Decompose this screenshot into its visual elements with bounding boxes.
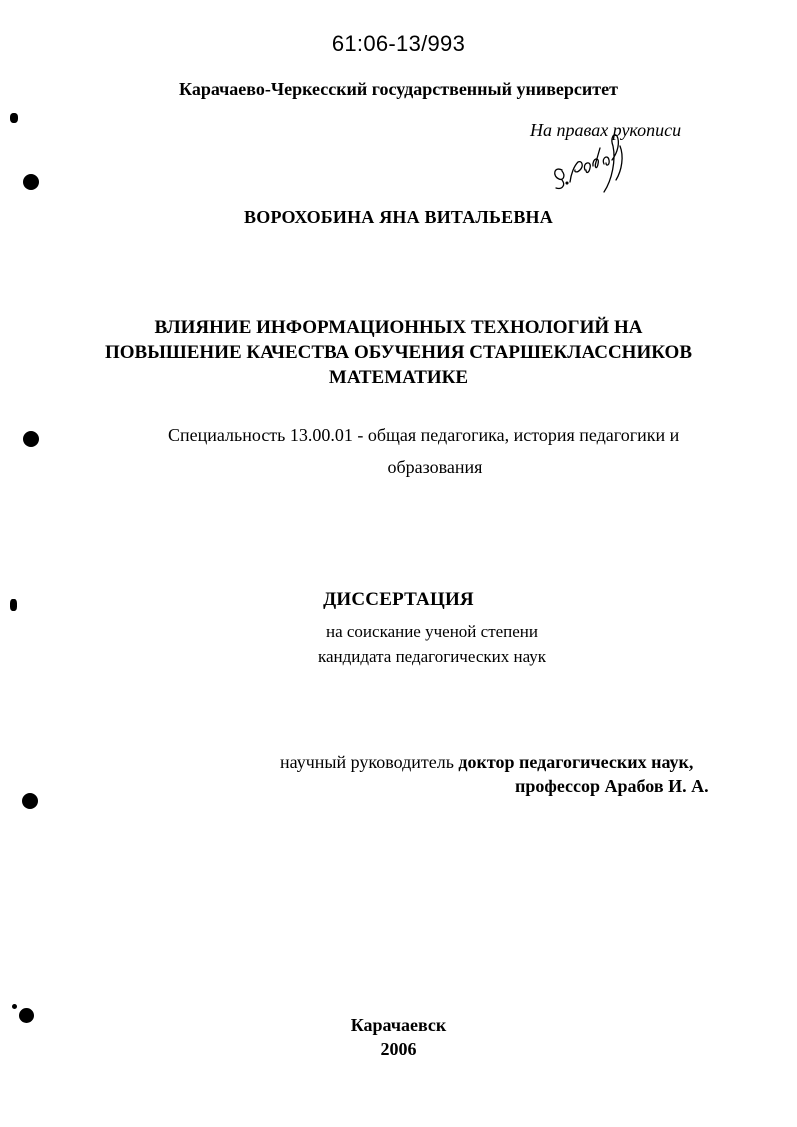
title-line: ПОВЫШЕНИЕ КАЧЕСТВА ОБУЧЕНИЯ СТАРШЕКЛАССНИКОВ: [104, 342, 692, 363]
dissertation-title: [0, 315, 797, 390]
year: 2006: [380, 1039, 417, 1059]
binding-hole: [23, 431, 39, 447]
supervisor-line-1: [280, 752, 693, 773]
title-line: МАТЕМАТИКЕ: [328, 367, 469, 388]
degree-line-1: на соискание ученой степени: [325, 622, 539, 641]
binding-hole: [23, 174, 39, 190]
specialty-line-2: образования: [387, 457, 483, 477]
document-type: ДИССЕРТАЦИЯ: [323, 589, 474, 610]
manuscript-note: На правах рукописи: [530, 120, 682, 140]
handwritten-signature: [540, 130, 640, 205]
supervisor-prefix: научный руководитель: [280, 752, 459, 772]
university-name: Карачаево-Черкесский государственный университет: [179, 79, 618, 99]
degree-line-2: кандидата педагогических наук: [317, 647, 547, 666]
binding-hole: [10, 113, 18, 123]
city: Карачаевск: [350, 1015, 447, 1035]
catalog-number: 61:06-13/993: [331, 31, 466, 56]
supervisor-title: доктор педагогических наук,: [458, 752, 694, 772]
author-name: ВОРОХОБИНА ЯНА ВИТАЛЬЕВНА: [244, 207, 553, 227]
binding-hole-speck: [12, 1004, 17, 1009]
supervisor-name: профессор Арабов И. А.: [515, 776, 709, 796]
binding-hole: [22, 793, 38, 809]
title-line: ВЛИЯНИЕ ИНФОРМАЦИОННЫХ ТЕХНОЛОГИЙ НА: [154, 317, 643, 338]
specialty-line-1: Специальность 13.00.01 - общая педагогика, история педагогики и: [168, 425, 680, 445]
